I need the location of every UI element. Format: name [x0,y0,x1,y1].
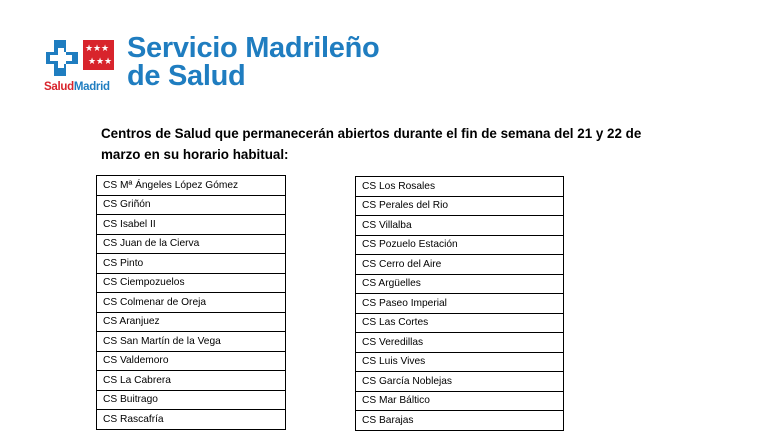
center-name: CS Ciempozuelos [97,273,286,293]
table-row [97,351,286,371]
table-row [356,235,564,255]
center-name: CS Colmenar de Oreja [97,293,286,313]
table-row [356,255,564,275]
table-row [97,332,286,352]
center-name: CS Pinto [97,254,286,274]
table-row [97,390,286,410]
table-row [97,312,286,332]
table-row [356,313,564,333]
table-row [356,372,564,392]
table-row [97,410,286,430]
center-name: CS Griñón [97,195,286,215]
center-name: CS Perales del Rio [356,196,564,216]
center-name: CS Cerro del Aire [356,255,564,275]
table-row [97,254,286,274]
cross-icon [46,40,78,76]
brand-line-1: Servicio Madrileño [127,32,380,64]
center-name: CS Isabel II [97,215,286,235]
table-row [356,216,564,236]
brand-line-2: de Salud [127,60,246,92]
table-row [356,196,564,216]
table-row [97,371,286,391]
center-name: CS Las Cortes [356,313,564,333]
center-name: CS Barajas [356,411,564,431]
center-name: CS Paseo Imperial [356,294,564,314]
logo-wordmark: SaludMadrid [44,81,110,93]
center-name: CS Villalba [356,216,564,236]
table-row [356,352,564,372]
center-name: CS Juan de la Cierva [97,234,286,254]
table-row [97,195,286,215]
center-name: CS Aranjuez [97,312,286,332]
center-name: CS Mar Báltico [356,391,564,411]
document-heading [101,123,691,165]
center-name: CS Rascafría [97,410,286,430]
svg-text:★: ★ [88,57,97,67]
table-row [97,176,286,196]
heading-line-1: Centros de Salud que permanecerán abiertos durante el fin de semana del 21 y 22 de [101,126,642,141]
center-name: CS La Cabrera [97,371,286,391]
table-row [97,293,286,313]
table-row [356,333,564,353]
center-name: CS Veredillas [356,333,564,353]
center-name: CS Luis Vives [356,352,564,372]
table-row [97,273,286,293]
center-name: CS Valdemoro [97,351,286,371]
table-row [356,177,564,197]
center-name: CS Buitrago [97,390,286,410]
center-name: CS Mª Ángeles López Gómez [97,176,286,196]
salud-madrid-logo [44,38,116,94]
right-centers-table [355,176,564,431]
svg-text:★: ★ [101,44,110,54]
svg-text:★: ★ [104,57,113,67]
center-name: CS Pozuelo Estación [356,235,564,255]
center-name: CS Argüelles [356,274,564,294]
svg-text:★: ★ [85,44,94,54]
svg-text:★: ★ [96,57,105,67]
table-row [356,294,564,314]
svg-text:★: ★ [93,44,102,54]
center-name: CS García Noblejas [356,372,564,392]
left-centers-table [96,175,286,430]
brand-title [127,34,379,90]
center-name: CS San Martín de la Vega [97,332,286,352]
table-row [356,411,564,431]
table-row [97,215,286,235]
center-name: CS Los Rosales [356,177,564,197]
heading-line-2: marzo en su horario habitual: [101,147,289,162]
table-row [356,391,564,411]
table-row [97,234,286,254]
table-row [356,274,564,294]
